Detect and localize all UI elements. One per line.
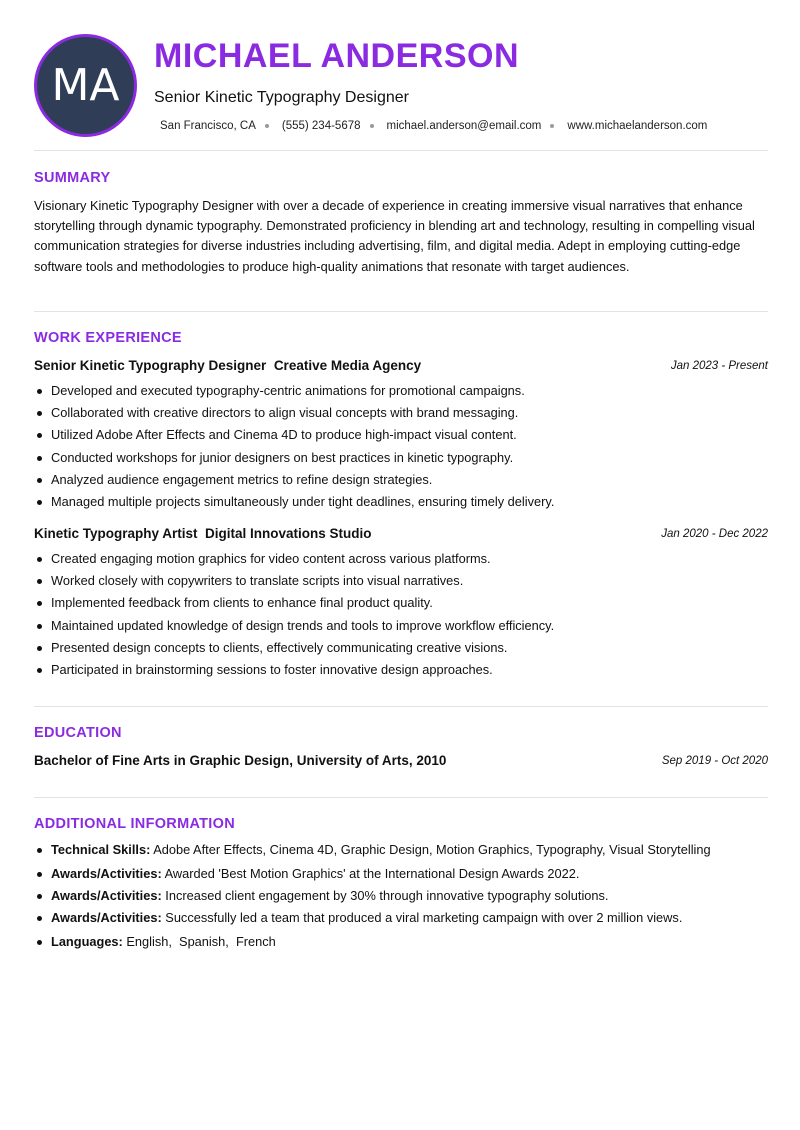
summary-heading: SUMMARY [34, 170, 111, 186]
separator-dot [265, 124, 269, 128]
item-label: Awards/Activities: [51, 866, 162, 881]
divider [34, 797, 768, 798]
divider [34, 150, 768, 151]
item-text: Increased client engagement by 30% through innovative typography solutions. [165, 888, 609, 904]
avatar-initials: MA [51, 60, 120, 111]
separator-dot [550, 124, 554, 128]
education-degree: Bachelor of Fine Arts in Graphic Design, University of Arts, 2010 [34, 753, 447, 768]
list-item: Managed multiple projects simultaneously under tight deadlines, ensuring timely delivery. [34, 492, 768, 514]
list-item: Created engaging motion graphics for video content across various platforms. [34, 549, 768, 571]
item-label: Awards/Activities: [51, 888, 162, 904]
job-header [34, 526, 768, 544]
job-company: Creative Media Agency [273, 358, 422, 373]
contact-email[interactable]: michael.anderson@email.com [386, 120, 542, 132]
work-experience-heading: WORK EXPERIENCE [34, 330, 182, 346]
job-title-line [34, 358, 421, 373]
education-heading: EDUCATION [34, 725, 122, 741]
contact-website[interactable]: www.michaelanderson.com [567, 120, 708, 132]
list-item [34, 908, 768, 932]
list-item [34, 932, 768, 954]
item-label: Technical Skills: [51, 842, 151, 857]
item-label: Awards/Activities: [51, 910, 162, 926]
item-text: Awarded 'Best Motion Graphics' at the International Design Awards 2022. [164, 866, 580, 881]
avatar [34, 34, 137, 137]
job-title: Senior Kinetic Typography Designer [34, 358, 267, 373]
education-date: Sep 2019 - Oct 2020 [661, 755, 768, 767]
contact-location: San Francisco, CA [160, 120, 256, 132]
job-date: Jan 2020 - Dec 2022 [661, 528, 768, 540]
list-item: Worked closely with copywriters to translate scripts into visual narratives. [34, 571, 768, 593]
additional-info-list [34, 840, 768, 955]
job-header [34, 358, 768, 376]
candidate-role: Senior Kinetic Typography Designer [154, 89, 409, 106]
list-item: Participated in brainstorming sessions to foster innovative design approaches. [34, 660, 768, 682]
item-text: English, Spanish, French [126, 934, 276, 950]
job-title-line [34, 526, 372, 541]
list-item: Presented design concepts to clients, effectively communicating creative visions. [34, 638, 768, 660]
divider [34, 706, 768, 707]
list-item: Collaborated with creative directors to align visual concepts with brand messaging. [34, 403, 768, 425]
list-item: Utilized Adobe After Effects and Cinema 4D to produce high-impact visual content. [34, 425, 768, 447]
list-item: Conducted workshops for junior designers on best practices in kinetic typography. [34, 448, 768, 470]
job-bullet-list [34, 381, 768, 514]
item-text: Adobe After Effects, Cinema 4D, Graphic Design, Motion Graphics, Typography, Visual Storytelling [153, 842, 711, 857]
job-date: Jan 2023 - Present [670, 360, 768, 372]
additional-info-heading: ADDITIONAL INFORMATION [34, 816, 235, 832]
list-item [34, 864, 768, 886]
candidate-name: MICHAEL ANDERSON [154, 37, 520, 75]
job-bullet-list [34, 549, 768, 682]
list-item: Analyzed audience engagement metrics to refine design strategies. [34, 470, 768, 492]
summary-text: Visionary Kinetic Typography Designer with over a decade of experience in creating immersive visual narratives that enhance storytelling through dynamic typography. Demonstrated proficiency in blending art and technology, resulting in compelling visual communication strategies for diverse industries including advertising, film, and digital media. Adept in employing cutting-edge software tools and methodologies to produce high-quality animations that resonate with target audiences. [34, 198, 755, 274]
resume-header [34, 34, 768, 138]
list-item [34, 886, 768, 908]
job-title: Kinetic Typography Artist [34, 526, 198, 541]
contact-phone[interactable]: (555) 234-5678 [281, 120, 361, 132]
divider [34, 311, 768, 312]
education-entry [34, 753, 768, 771]
list-item: Developed and executed typography-centric animations for promotional campaigns. [34, 381, 768, 403]
list-item: Maintained updated knowledge of design trends and tools to improve workflow efficiency. [34, 616, 768, 638]
list-item [34, 840, 768, 864]
item-label: Languages: [51, 934, 123, 950]
item-text: Successfully led a team that produced a viral marketing campaign with over 2 million views. [165, 910, 683, 926]
contact-line [160, 120, 707, 132]
list-item: Implemented feedback from clients to enhance final product quality. [34, 593, 768, 615]
separator-dot [370, 124, 374, 128]
job-company: Digital Innovations Studio [205, 526, 372, 541]
